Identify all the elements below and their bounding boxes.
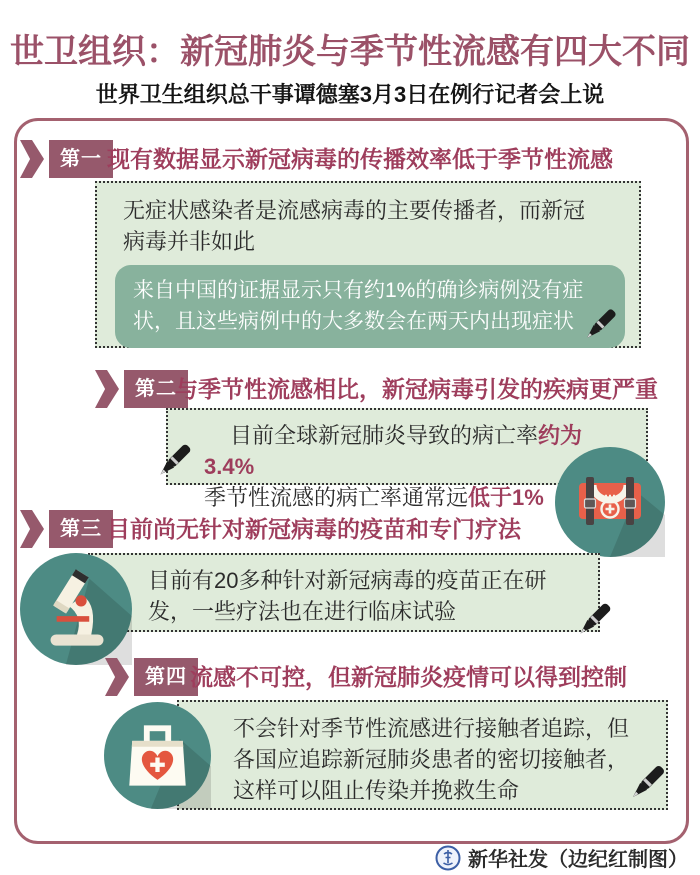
section3-badge: 第三 [49, 510, 113, 548]
section2-badge: 第二 [124, 370, 188, 408]
section1-badge: 第一 [49, 140, 113, 178]
section2-line1-highlight: 约为3.4% [204, 423, 583, 480]
ribbon-chevron-icon [20, 140, 44, 178]
xinhua-emblem-icon [435, 845, 461, 871]
section2-title: 与季节性流感相比，新冠病毒引发的疾病更严重 [175, 376, 658, 402]
page-title: 世卫组织：新冠肺炎与季节性流感有四大不同 [10, 33, 690, 71]
page-subtitle: 世界卫生组织总干事谭德塞3月3日在例行记者会上说 [95, 82, 605, 107]
section2-line1-text: 目前全球新冠肺炎导致的病亡率 [230, 423, 539, 448]
section4-box [177, 700, 668, 810]
section1-badge-banner [20, 140, 113, 178]
microscope-icon [20, 553, 132, 665]
section2-line2-text: 季节性流感的病亡率通常远 [204, 485, 469, 511]
footer-credit [435, 843, 688, 872]
section4-title: 流感不可控，但新冠肺炎疫情可以得到控制 [190, 664, 627, 690]
ribbon-chevron-icon [105, 658, 129, 696]
section4-body: 不会针对季节性流感进行接触者追踪，但各国应追踪新冠肺炎患者的密切接触者，这样可以阻止传染并挽救生命 [233, 716, 630, 804]
section1-title: 现有数据显示新冠病毒的传播效率低于季节性流感 [107, 146, 613, 172]
pen-icon [575, 302, 623, 350]
section3-badge-banner [20, 510, 113, 548]
ribbon-chevron-icon [20, 510, 44, 548]
ribbon-chevron-icon [95, 370, 119, 408]
section3-title: 目前尚无针对新冠病毒的疫苗和专门疗法 [107, 516, 521, 542]
medical-bag-icon [104, 702, 211, 809]
credit-text: 新华社发（边纪红制图） [468, 849, 688, 871]
section1-body: 无症状感染者是流感病毒的主要传播者，而新冠病毒并非如此 [123, 198, 586, 255]
section4-badge-banner [105, 658, 198, 696]
section1-callout [115, 265, 625, 348]
first-aid-kit-icon [555, 447, 665, 557]
section2-line2-highlight: 低于1% [468, 485, 544, 511]
section3-box [88, 553, 600, 632]
section4-badge: 第四 [134, 658, 198, 696]
section1-callout-text: 来自中国的证据显示只有约1%的确诊病例没有症状，且这些病例中的大多数会在两天内出现症状 [133, 279, 584, 333]
section1-box [95, 181, 641, 348]
section3-body: 目前有20多种针对新冠病毒的疫苗正在研发，一些疗法也在进行临床试验 [148, 568, 547, 625]
